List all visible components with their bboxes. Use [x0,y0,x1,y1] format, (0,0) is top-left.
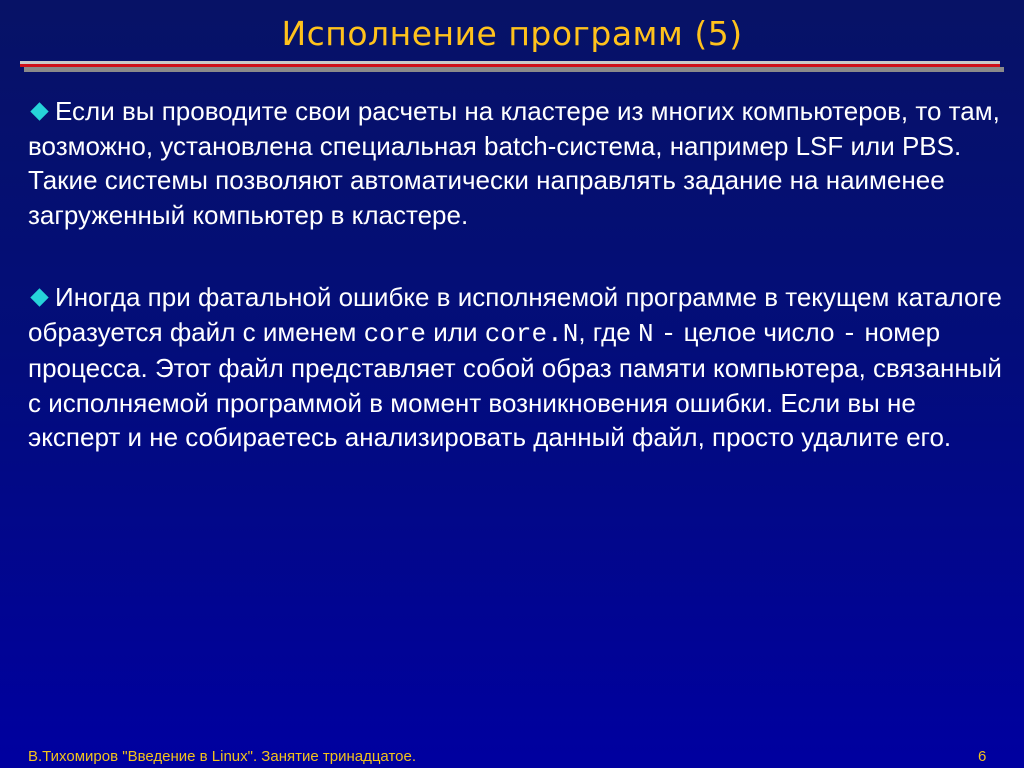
footer-author: В.Тихомиров "Введение в Linux". Занятие тринадцатое. [28,748,417,765]
bullet-text-part: Иногда при фатальной ошибке в исполняемой программе в текущем каталоге образуется файл с именем [28,282,1002,347]
bullet-text-part: , где [578,316,638,347]
bullet-text-part: номер процесса. Этот файл представляет собой образ памяти компьютера, связанный с исполняемой программой в момент возникновения ошибки. Если вы не эксперт и не собираетесь анализировать данный файл, просто удалите его. [28,316,1002,452]
diamond-bullet-icon [30,102,48,120]
divider-red-line [20,64,1000,67]
code-core: core [363,318,427,349]
bullet-paragraph-core [28,280,1003,455]
title-divider [20,61,1005,73]
divider-shadow [24,67,1004,72]
slide-body [28,94,1003,503]
page-number: 6 [978,748,987,765]
bullet-text-part: целое число [676,316,842,347]
diamond-bullet-icon [30,288,48,306]
bullet-text-part [654,317,661,347]
slide-title: Исполнение программ (5) [281,14,743,53]
bullet-text: Если вы проводите свои расчеты на кластере из многих компьютеров, то там, возможно, установлена специальная batch-система, например LSF или PBS. Такие системы позволяют автоматически направлять задание на наименее загруженный компьютер в кластере. [28,96,1000,230]
dash: - [841,318,858,349]
bullet-paragraph-batch [28,94,1003,232]
bullet-text-part: или [426,316,485,347]
code-core-n: core.N [484,318,579,349]
code-n: N [637,318,654,349]
dash: - [660,318,677,349]
